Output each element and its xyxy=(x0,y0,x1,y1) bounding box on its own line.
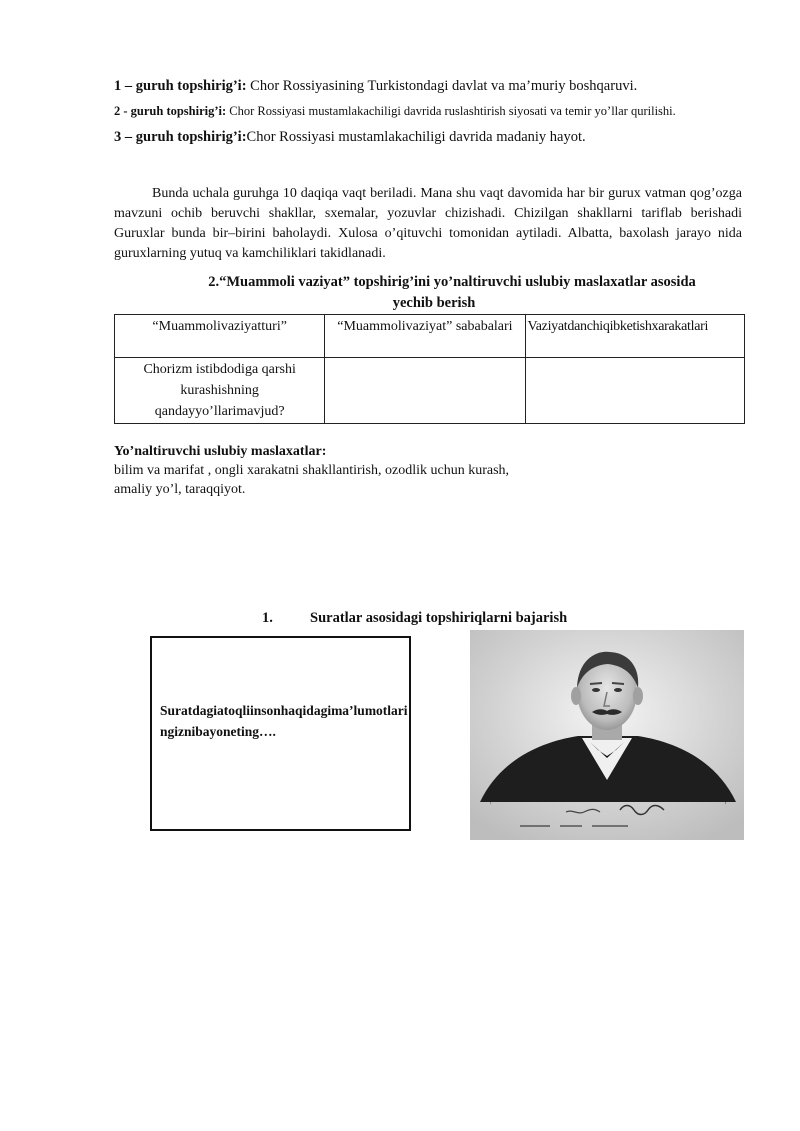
table-header-cell: Vaziyatdanchiqibketishxarakatlari xyxy=(525,315,745,358)
task-3-label: 3 – guruh topshirig’i: xyxy=(114,129,247,145)
task-1 xyxy=(114,76,754,96)
section-3-heading xyxy=(262,608,682,628)
answer-box-prompt: Suratdagiatoqliinsonhaqidagima’lumotlaringiznibayoneting…. xyxy=(160,703,408,739)
task-1-text: Chor Rossiyasining Turkistondagi davlat va ma’muriy boshqaruvi. xyxy=(246,78,638,94)
table-row xyxy=(115,358,745,424)
advice-title: Yo’naltiruvchi uslubiy maslaxatlar: xyxy=(114,444,327,459)
advice-line-1: bilim va marifat , ongli xarakatni shakllantirish, ozodlik uchun kurash, xyxy=(114,463,510,478)
guiding-advice xyxy=(114,442,754,499)
task-2 xyxy=(114,102,754,121)
task-3 xyxy=(114,127,754,147)
answer-box xyxy=(150,636,411,831)
instructions-paragraph: Bunda uchala guruhga 10 daqiqa vaqt beriladi. Mana shu vaqt davomida har bir gurux vatman qog’ozga mavzuni ochib beruvchi shakllar, sxemalar, yozuvlar chizishadi. Chizilgan shakllarni tariflab berishadi Guruxlar bunda bir–birini baholaydi. Xulosa o’qituvchi tomonidan aytiladi. Albatta, baxolash jarayo nida guruxlarning yutuq va kamchiliklari takidlanadi. xyxy=(114,186,742,261)
table-cell xyxy=(525,358,745,424)
problem-situation-table xyxy=(114,314,745,424)
section-2-heading xyxy=(114,272,754,314)
section-3-number: 1. xyxy=(262,610,273,626)
table-header-row xyxy=(115,315,745,358)
section-2-heading-line2: yechib berish xyxy=(392,295,476,311)
table-cell xyxy=(325,358,525,424)
task-2-text: Chor Rossiyasi mustamlakachiligi davrida ruslashtirish siyosati va temir yo’llar qurilishi. xyxy=(226,104,676,118)
section-3-title: Suratlar asosidagi topshiriqlarni bajarish xyxy=(310,610,568,626)
group-tasks xyxy=(114,76,754,153)
portrait-photo-graphic xyxy=(470,630,744,840)
table-cell: Chorizm istibdodiga qarshi kurashishning qandayyo’llarimavjud? xyxy=(115,358,325,424)
portrait-photo xyxy=(470,630,744,840)
table-header-cell: “Muammolivaziyatturi” xyxy=(115,315,325,358)
table-header-cell: “Muammolivaziyat” sababalari xyxy=(325,315,525,358)
task-2-label: 2 - guruh topshirig’i: xyxy=(114,104,227,118)
task-3-text: Chor Rossiyasi mustamlakachiligi davrida madaniy hayot. xyxy=(246,129,586,145)
task-1-label: 1 – guruh topshirig’i: xyxy=(114,78,247,94)
advice-line-2: amaliy yo’l, taraqqiyot. xyxy=(114,482,246,497)
section-2-heading-line1: 2.“Muammoli vaziyat” topshirig’ini yo’naltiruvchi uslubiy maslaxatlar asosida xyxy=(208,274,696,290)
